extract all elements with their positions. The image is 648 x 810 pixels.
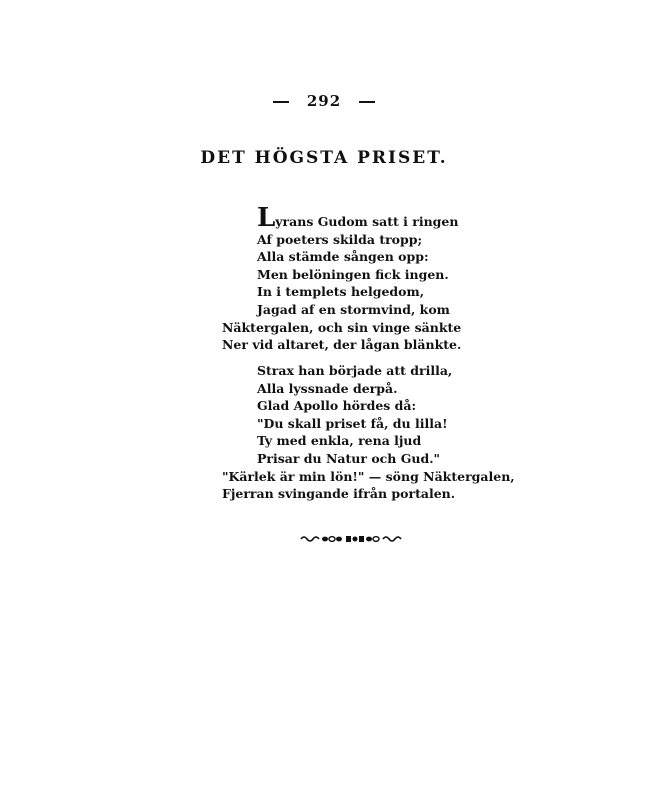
poem-line: Alla stämde sången opp: bbox=[257, 249, 429, 265]
poem-line: In i templets helgedom, bbox=[257, 284, 425, 300]
poem-line: Af poeters skilda tropp; bbox=[257, 231, 423, 247]
page-header bbox=[0, 92, 648, 110]
drop-cap: L bbox=[257, 203, 276, 233]
stanza-1 bbox=[222, 203, 462, 354]
poem-line-text: yrans Gudom satt i ringen bbox=[275, 214, 459, 229]
poem-line bbox=[222, 203, 461, 233]
poem-line: Fjerran svingande ifrån portalen. bbox=[222, 486, 456, 502]
poem-line: Glad Apollo hördes då: bbox=[257, 398, 417, 414]
poem-line: Prisar du Natur och Gud." bbox=[257, 450, 441, 466]
poem-line: Alla lyssnade derpå. bbox=[257, 380, 398, 396]
poem-line: Näktergalen, och sin vinge sänkte bbox=[222, 319, 462, 335]
poem-line: Strax han började att drilla, bbox=[257, 363, 453, 378]
poem-title: DET HÖGSTA PRISET. bbox=[200, 148, 448, 168]
poem-line: "Kärlek är min lön!" — söng Näktergalen, bbox=[222, 468, 515, 484]
poem-line: Ty med enkla, rena ljud bbox=[257, 433, 422, 449]
decorative-tailpiece-icon bbox=[299, 534, 405, 544]
poem-line: Men belöningen fick ingen. bbox=[257, 266, 449, 282]
stanza-2 bbox=[222, 362, 515, 503]
header-dash-left bbox=[273, 101, 289, 103]
poem-line: "Du skall priset få, du lilla! bbox=[257, 415, 448, 431]
poem-line: Ner vid altaret, der lågan blänkte. bbox=[222, 337, 462, 353]
poem-line: Jagad af en stormvind, kom bbox=[257, 301, 450, 317]
header-dash-right bbox=[359, 101, 375, 103]
page-number: 292 bbox=[306, 92, 342, 110]
